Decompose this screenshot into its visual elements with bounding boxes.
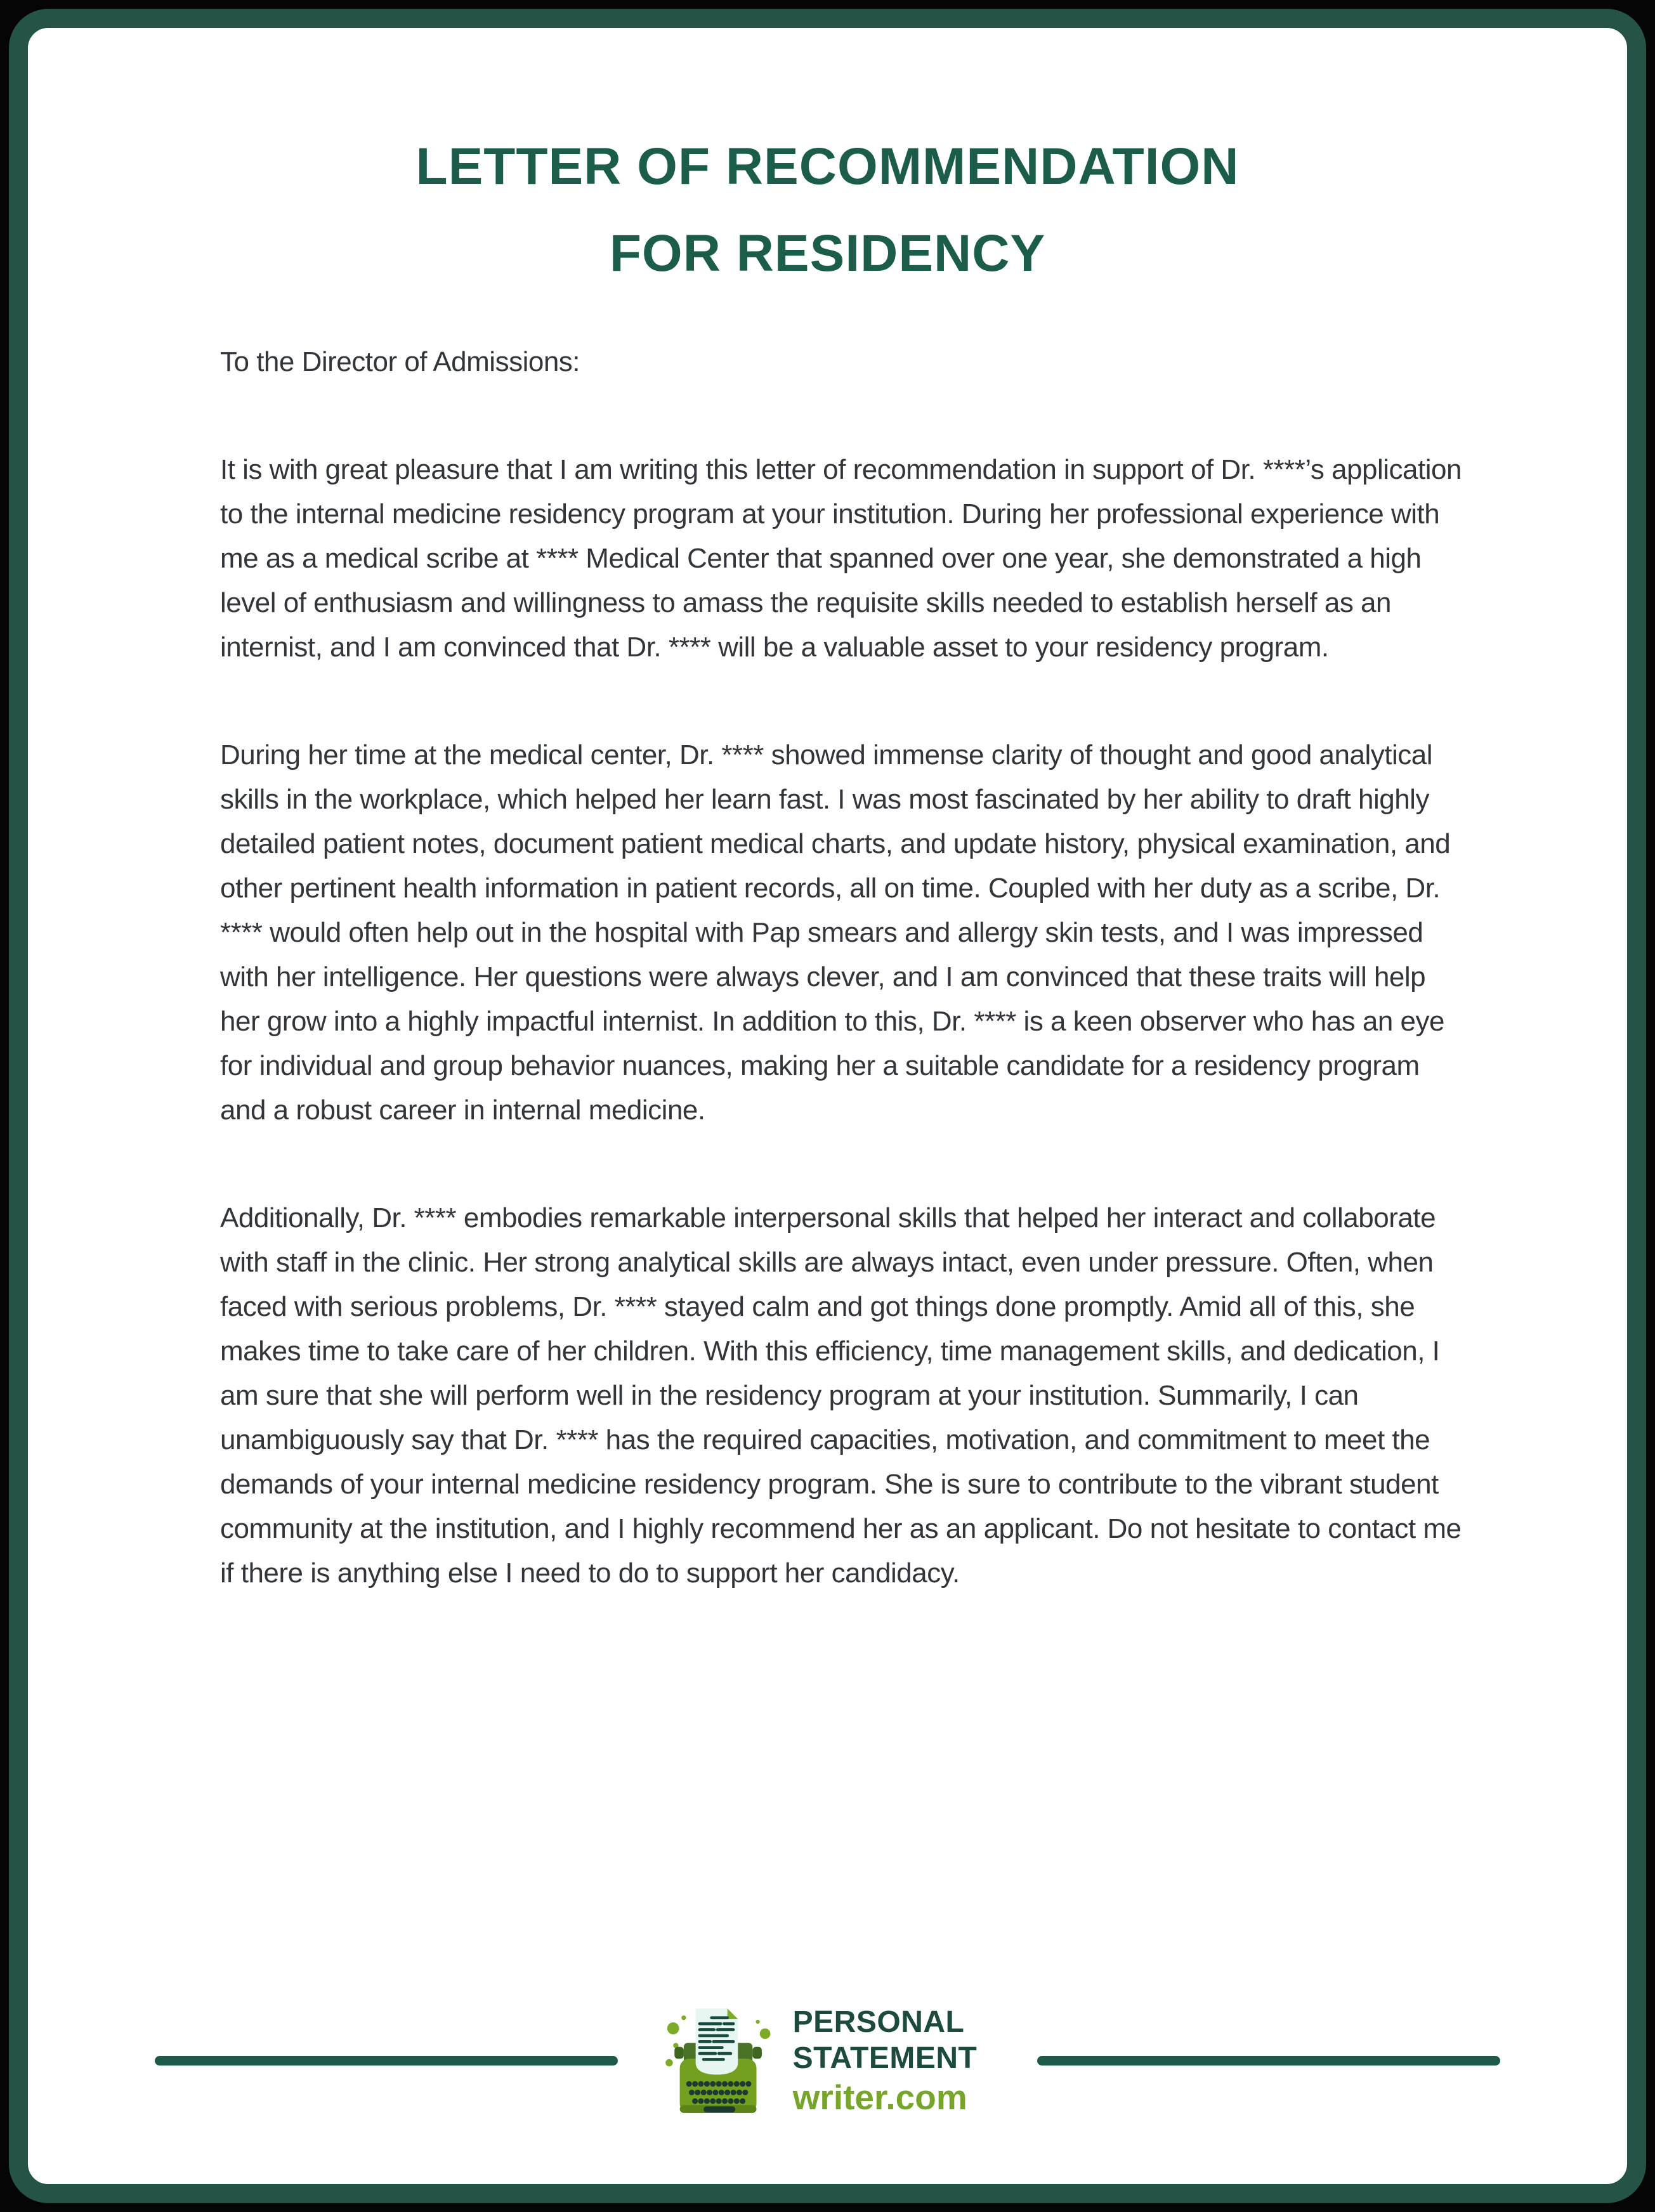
brand-name-line1: PERSONAL [792,2005,965,2039]
letter-title-line1: LETTER OF RECOMMENDATION [415,138,1240,195]
letter-title [28,123,1627,297]
brand-domain: writer.com [792,2078,967,2117]
brand-text [793,2004,978,2117]
letter-page [9,9,1646,2203]
footer-divider-left [155,2056,618,2066]
footer-divider-right [1037,2056,1500,2066]
letter-paragraph: During her time at the medical center, Dr. **** showed immense clarity of thought and good analytical skills in the workplace, which helped her learn fast. I was most fascinated by her ability to draft highly detailed patient notes, document patient medical charts, and update history, physical examination, and other pertinent health information in patient records, all on time. Coupled with her duty as a scribe, Dr. **** would often help out in the hospital with Pap smears and allergy skin tests, and I was impressed with her intelligence. Her questions were always clever, and I am convinced that these traits will help her grow into a highly impactful internist. In addition to this, Dr. **** is a keen observer who has an eye for individual and group behavior nuances, making her a suitable candidate for a residency program and a robust career in internal medicine. [220,739,1451,1126]
footer [28,1997,1627,2124]
salutation: To the Director of Admissions: [220,346,580,377]
letter-title-line2: FOR RESIDENCY [609,224,1046,282]
brand-logo [657,2004,978,2117]
brand-name-line2: STATEMENT [792,2041,978,2075]
letter-body [220,340,1463,1596]
letter-paragraph: Additionally, Dr. **** embodies remarkable interpersonal skills that helped her interact and collaborate with staff in the clinic. Her strong analytical skills are always intact, even under pressure. Often, when faced with serious problems, Dr. **** stayed calm and got things done promptly. Amid all of this, she makes time to take care of her children. With this efficiency, time management skills, and dedication, I am sure that she will perform well in the residency program at your institution. Summarily, I can unambiguously say that Dr. **** has the required capacities, motivation, and commitment to meet the demands of your internal medicine residency program. She is sure to contribute to the vibrant student community at the institution, and I highly recommend her as an applicant. Do not hesitate to contact me if there is anything else I need to do to support her candidacy. [220,1202,1462,1589]
letter-paragraph: It is with great pleasure that I am writing this letter of recommendation in support of Dr. ****’s application to the internal medicine residency program at your institution. During her professional experience with me as a medical scribe at **** Medical Center that spanned over one year, she demonstrated a high level of enthusiasm and willingness to amass the requisite skills needed to establish herself as an internist, and I am convinced that Dr. **** will be a valuable asset to your residency program. [220,454,1462,663]
typewriter-icon [657,2006,776,2115]
